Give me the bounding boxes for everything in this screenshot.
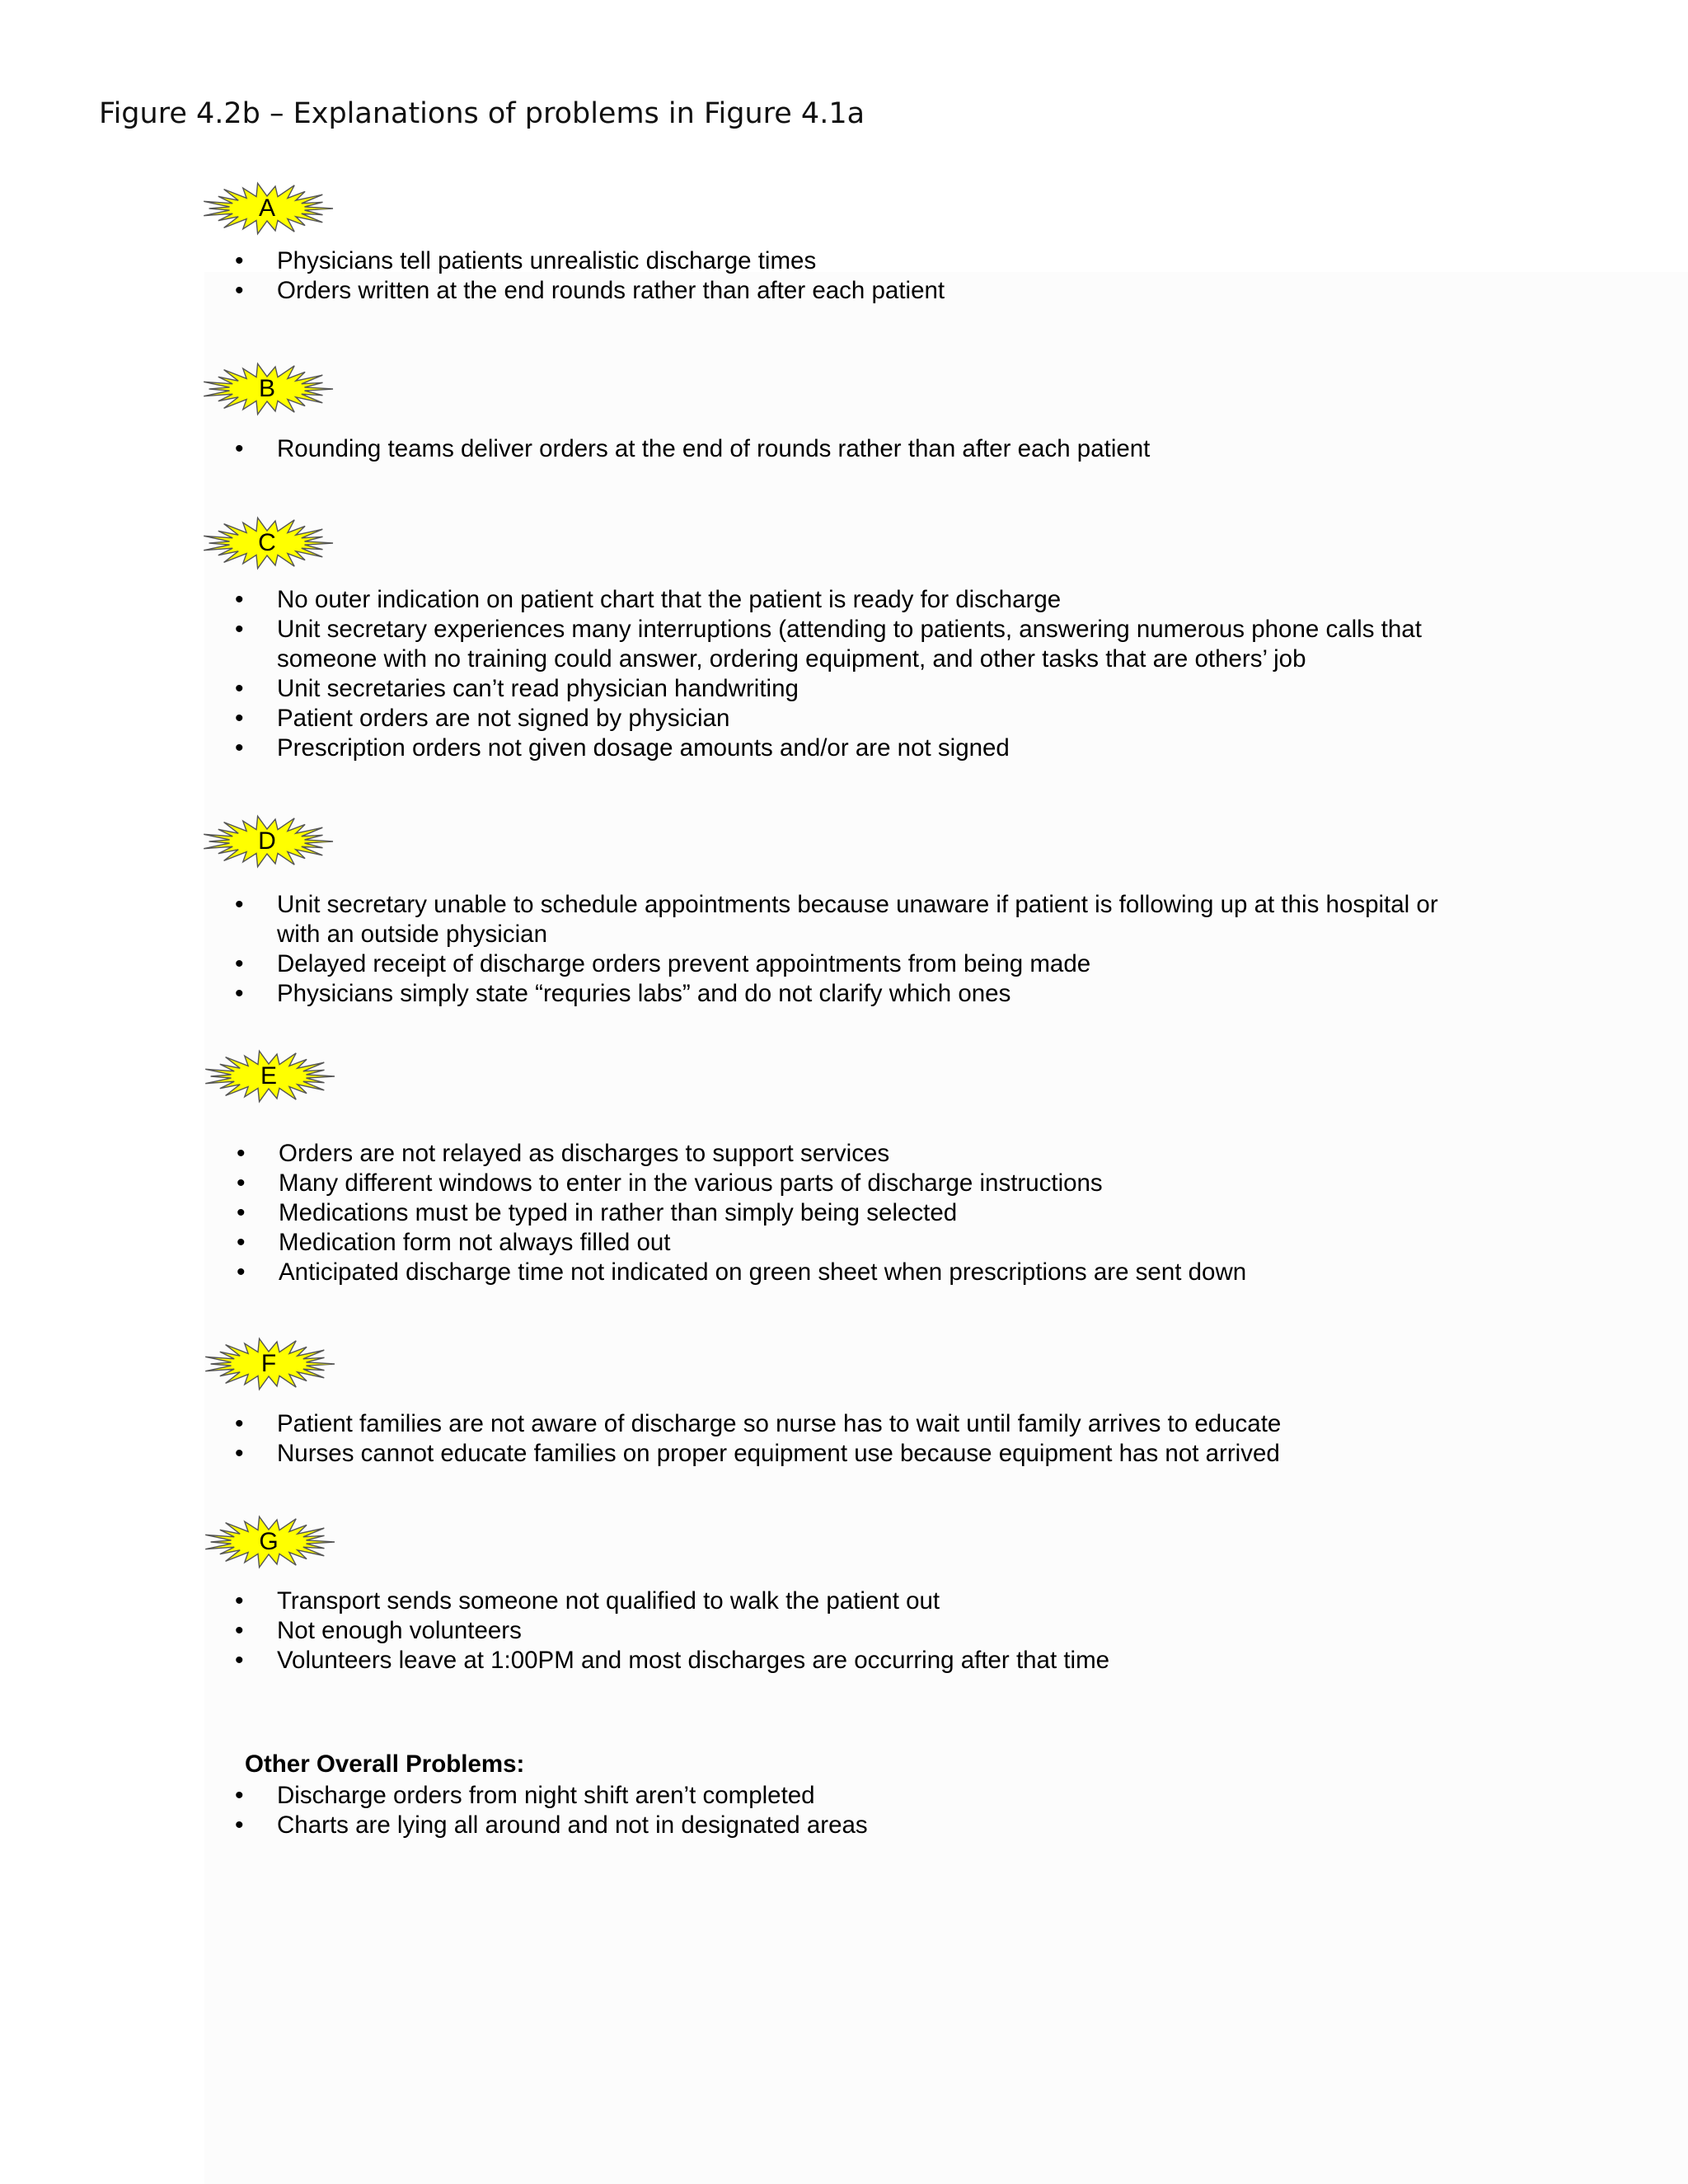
section-b-list (235, 434, 1150, 464)
list-item: • Anticipated discharge time not indicated on green sheet when prescriptions are sent down (237, 1258, 1246, 1287)
section-f-label: F (260, 1350, 277, 1377)
list-item: • Volunteers leave at 1:00PM and most discharges are occurring after that time (235, 1646, 1109, 1675)
list-item: • Rounding teams deliver orders at the end of rounds rather than after each patient (235, 434, 1150, 464)
list-item: • Delayed receipt of discharge orders prevent appointments from being made (235, 949, 1438, 979)
section-d-starburst-icon (199, 814, 335, 869)
section-e-list (237, 1139, 1246, 1287)
list-item: • Unit secretary experiences many interruptions (attending to patients, answering numerous phone calls that (235, 615, 1422, 644)
list-item: • Physicians tell patients unrealistic discharge times (235, 246, 945, 276)
other-problems-list (235, 1781, 868, 1840)
section-g-list (235, 1586, 1109, 1675)
list-item: • Nurses cannot educate families on proper equipment use because equipment has not arrived (235, 1439, 1281, 1469)
section-c-list (235, 585, 1422, 763)
list-item: • Patient orders are not signed by physician (235, 704, 1422, 733)
list-item: • No outer indication on patient chart that the patient is ready for discharge (235, 585, 1422, 615)
figure-title: Figure 4.2b – Explanations of problems in Figure 4.1a (99, 97, 865, 130)
section-a-label: A (258, 194, 275, 222)
list-item-continuation: someone with no training could answer, ordering equipment, and other tasks that are others’ job (277, 645, 1306, 673)
section-d-list (235, 890, 1438, 1009)
list-item: • Orders are not relayed as discharges to support services (237, 1139, 1246, 1169)
section-c-label: C (258, 529, 276, 556)
section-a-list (235, 246, 945, 306)
list-item: • Charts are lying all around and not in designated areas (235, 1811, 868, 1840)
section-b-label: B (258, 375, 275, 402)
list-item: • Medication form not always filled out (237, 1228, 1246, 1258)
list-item: • Orders written at the end rounds rather than after each patient (235, 276, 945, 306)
list-item: • Transport sends someone not qualified to walk the patient out (235, 1586, 1109, 1616)
list-item: • Unit secretary unable to schedule appointments because unaware if patient is following up at this hospital or (235, 890, 1438, 920)
list-item: • Patient families are not aware of discharge so nurse has to wait until family arrives to educate (235, 1409, 1281, 1439)
list-item-continuation: with an outside physician (277, 921, 547, 948)
other-problems-heading: Other Overall Problems: (245, 1750, 525, 1778)
section-e-starburst-icon (201, 1049, 336, 1104)
section-c-starburst-icon (199, 516, 335, 570)
list-item: • Physicians simply state “requries labs” and do not clarify which ones (235, 979, 1438, 1009)
section-d-label: D (258, 827, 276, 855)
section-e-label: E (260, 1062, 277, 1090)
list-item: • Unit secretaries can’t read physician handwriting (235, 674, 1422, 704)
section-g-starburst-icon (201, 1515, 336, 1569)
section-f-starburst-icon (201, 1337, 336, 1391)
list-item: • Medications must be typed in rather than simply being selected (237, 1198, 1246, 1228)
section-f-list (235, 1409, 1281, 1469)
section-b-starburst-icon (199, 362, 335, 416)
list-item: • Many different windows to enter in the various parts of discharge instructions (237, 1169, 1246, 1198)
list-item: • Discharge orders from night shift aren’t completed (235, 1781, 868, 1811)
list-item: • Not enough volunteers (235, 1616, 1109, 1646)
list-item: • Prescription orders not given dosage amounts and/or are not signed (235, 733, 1422, 763)
section-g-label: G (259, 1528, 279, 1555)
section-a-starburst-icon (199, 181, 335, 236)
